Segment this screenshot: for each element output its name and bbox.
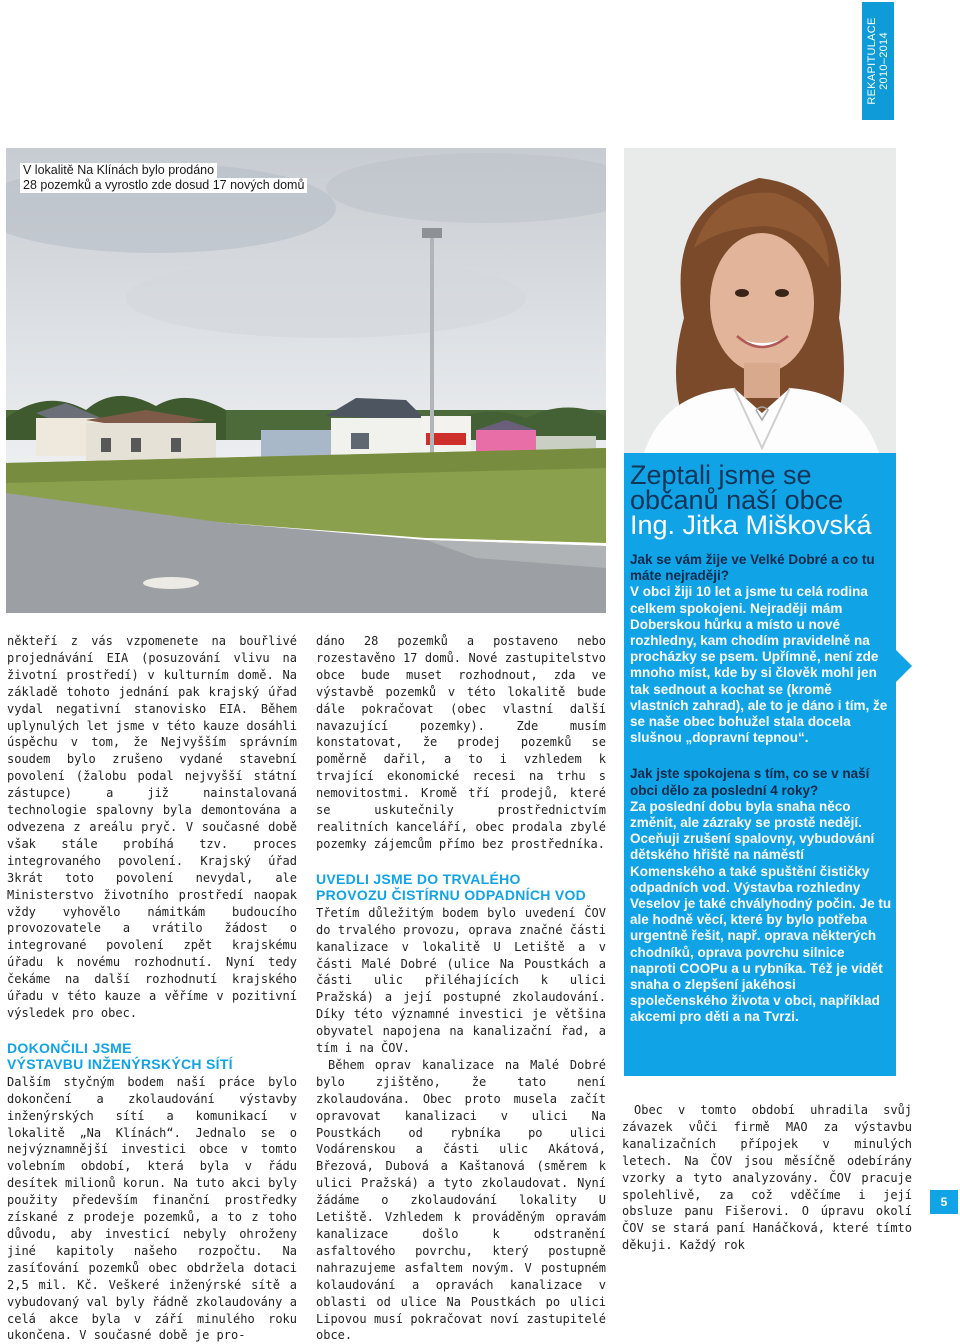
- section-heading-line: UVEDLI JSME DO TRVALÉHO: [316, 870, 521, 887]
- section-tab-label: REKAPITULACE: [866, 17, 878, 105]
- interview-title-line2: občanů naší obce: [630, 485, 844, 515]
- neighborhood-photo: [6, 148, 606, 613]
- photo-caption: [20, 163, 307, 193]
- interviewee-portrait: [624, 148, 896, 453]
- section-heading-line: VÝSTAVBU INŽENÝRSKÝCH SÍTÍ: [7, 1055, 233, 1072]
- article-column-2: [316, 633, 606, 1344]
- section-heading-line: DOKONČILI JSME: [7, 1039, 132, 1056]
- interview-panel-arrow: [896, 650, 912, 682]
- article-paragraph: Třetím důležitým bodem bylo uvedení ČOV do trvalého provozu, oprava značné části kanalizace v lokalitě U Letiště a v části Malé Dobré (ulice Na Poustkách a části ulic přiléhajících k ulici Pražská) a její postupné zkolaudování. Díky této významné investici je většina obyvatel napojena na kanalizační řad, a tím i na ČOV.: [316, 905, 606, 1056]
- photo-caption-line2: 28 pozemků a vyrostlo zde dosud 17 nových domů: [20, 178, 307, 193]
- article-column-1: [7, 633, 297, 1344]
- interview-body: [630, 552, 892, 1026]
- section-tab: [862, 2, 894, 120]
- photo-caption-line1: V lokalitě Na Klínách bylo prodáno: [20, 163, 217, 178]
- article-paragraph: někteří z vás vzpomenete na bouřlivé projednávání EIA (posuzování vlivu na životní prostředí) v kulturním domě. Na základě tohoto jednání pak krajský úřad vydal negativní stanovisko EIA. Během uplynulých let jsme v této kauze dosáhli úspěchu v tom, že Nejvyšším správním soudem bylo zrušeno vydané stavební povolení (žalobu podal nejvyšší státní zástupce) a již nainstalovaná technologie spalovny byla demontována a odvezena z areálu pryč. V současné době však stále probíhá tzv. proces integrovaného povolení. Krajský úřad 3krát toto povolení nevydal, ale Ministerstvo životního prostředí naopak vždy vyhovělo námitkám budoucího provozovatele a vrátilo žádost o integrované povolení zpět krajskému úřadu k novému rozhodnutí. Nyní tedy čekáme na další rozhodnutí krajského úřadu v této kauze a věříme v pozitivní výsledek pro obec.: [7, 634, 297, 1020]
- interview-answer-1: V obci žiji 10 let a jsme tu celá rodina celkem spokojeni. Nejraději mám Doberskou hůrku a místo u nové rozhledny, kam chodím pravidelně na procházky se psem. Upřímně, není zde mnoho míst, kde by si člověk mohl jen tak sednout a kochat se (kromě vlastních zahrad), ale to je dáno i tím, že se naše obec bohužel stala docela slušnou „dopravní tepnou“.: [630, 584, 888, 746]
- interviewee-name: Ing. Jitka Miškovská: [630, 510, 872, 540]
- interview-title: [630, 460, 890, 540]
- section-heading-utilities: [7, 1040, 297, 1072]
- article-paragraph: Obec v tomto období uhradila svůj závazek vůči firmě MAO za výstavbu kanalizačních přípojek v minulých letech. Na ČOV jsou měsíčně odebírány vzorky a tyto analyzovány. ČOV pracuje spolehlivě, za což vděčíme i její obsluze panu Fišerovi. O úpravu okolí ČOV se stará paní Hanáčková, které tímto děkuji. Každý rok: [622, 1103, 912, 1253]
- article-column-3: [622, 1102, 912, 1254]
- interview-question-2: Jak jste spokojena s tím, co se v naší obci dělo za poslední 4 roky?: [630, 766, 870, 798]
- article-paragraph: Dalším styčným bodem naší práce bylo dokončení a zkolaudování výstavby inženýrských sítí a komunikací v lokalitě „Na Klínách“. Jednalo se o nejvýznamnější investici obce v tomto volebním období, která byla v řádu desítek milionů korun. Na tuto akci byly použity především finanční prostředky získané z prodeje pozemků, a to z toho důvodu, aby investicí nebyly ohroženy jiné kapitoly našeho rozpočtu. Na zasíťování pozemků obec obdržela dotaci 2,5 mil. Kč. Veškeré inženýrské sítě a vybudovaný val byly řádně zkolaudovány a celá akce byla v září minulého roku ukončena. V současné době je pro-: [7, 1074, 297, 1343]
- interview-question-1: Jak se vám žije ve Velké Dobré a co tu máte nejraději?: [630, 552, 875, 584]
- section-heading-line: PROVOZU ČISTÍRNU ODPADNÍCH VOD: [316, 886, 587, 903]
- article-paragraph: Během oprav kanalizace na Malé Dobré bylo zjištěno, že tato není zkolaudována. Obec proto musela začít opravovat kanalizaci v ulici Na Poustkách od rybníka po ulici Vodárenskou a části ulic Akátová, Březová, Dubová a Kaštanová (směrem k ulici Pražská) a tyto zkolaudovat. Nyní žádáme o zkolaudování lokality U Letiště. Vzhledem k prováděným opravám kanalizace došlo k odstranění asfaltového povrchu, který postupně nahrazujeme asfaltem novým. V postupném kolaudování a opravách kanalizace v oblasti od ulice Na Poustkách po ulici Lipovou musí pokračovat noví zastupitelé obce.: [316, 1057, 606, 1343]
- page-number: 5: [930, 1190, 958, 1214]
- interview-title-line1: Zeptali jsme se: [630, 460, 812, 490]
- section-tab-years: 2010–2014: [878, 32, 890, 90]
- interview-answer-2: Za poslední dobu byla snaha něco změnit, ale zázraky se prostě nedějí. Oceňuji zrušení spalovny, vybudování dětského hřiště na náměstí Komenského a také spuštění čističky odpadních vod. Výstavba rozhledny Veselov je také chvályhodný počin. Je tu ale hodně věcí, které by bylo potřeba urgentně řešit, např. oprava některých chodníků, oprava povrchu silnice naproti COOPu a u rybníka. Též je vidět snaha o zlepšení jakéhosi společenského života v obci, například akcemi pro děti a na Tvrzi.: [630, 798, 892, 1025]
- section-heading-wastewater: [316, 871, 606, 903]
- article-paragraph: dáno 28 pozemků a postaveno nebo rozestavěno 17 domů. Nové zastupitelstvo obce bude muset rozhodnout, zda ve výstavbě pozemků v této lokalitě bude dále pokračovat (obec vlastní další navazující pozemky). Zde musím konstatovat, že prodej pozemků se poměrně dařil, a to i vzhledem k trvající ekonomické recesi na trhu s nemovitostmi. Kromě tří prodejů, které se uskutečnily prostřednictvím realitních kanceláří, obec prodala zbylé pozemky zájemcům přímo bez prostředníka.: [316, 634, 606, 851]
